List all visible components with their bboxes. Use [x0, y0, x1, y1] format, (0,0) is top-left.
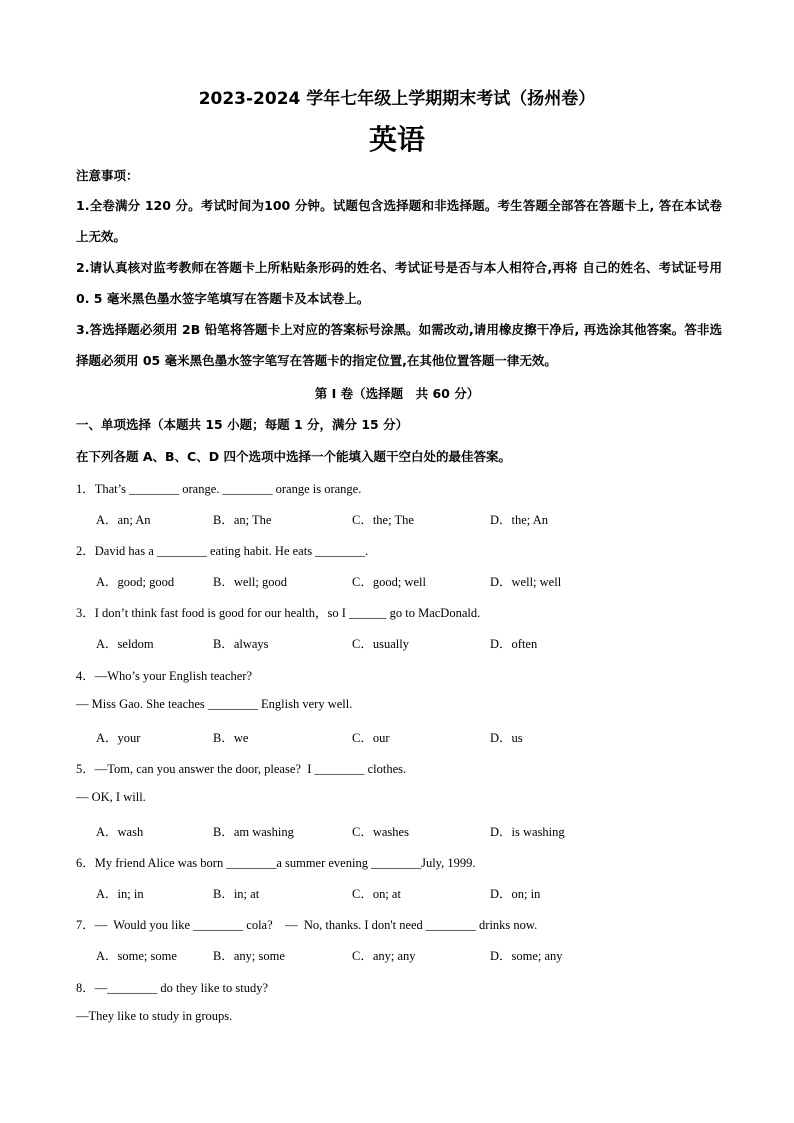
question-3-option-b: B．always — [213, 637, 269, 651]
question-2-option-c: C．good; well — [352, 575, 426, 589]
question-7-option-c: C．any; any — [352, 949, 416, 963]
notice-item-1: 1.全卷满分 120 分。考试时间为100 分钟。试题包含选择题和非选择题。考生答题全部答在答题卡上, 答在本试卷上无效。 — [76, 198, 722, 244]
question-1-option-b: B．an; The — [213, 513, 272, 527]
question-5-option-b: B．am washing — [213, 825, 294, 839]
question-1-stem: 1．That’s ________ orange. ________ orange is orange. — [76, 482, 362, 496]
question-5-option-a: A．wash — [96, 825, 144, 839]
question-2-option-a: A．good; good — [96, 575, 175, 589]
question-4-response: — Miss Gao. She teaches ________ English very well. — [76, 697, 353, 711]
question-6-option-d: D．on; in — [490, 887, 541, 901]
question-4-option-d: D．us — [490, 731, 523, 745]
question-5-option-c: C．washes — [352, 825, 409, 839]
notice-item-3: 3.答选择题必须用 2B 铅笔将答题卡上对应的答案标号涂黑。如需改动,请用橡皮擦干净后, 再选涂其他答案。答非选择题必须用 05 毫米黑色墨水签字笔写在答题卡的指定位置,在其他位置答题一律无效。 — [76, 322, 722, 368]
question-1-option-a: A．an; An — [96, 513, 151, 527]
question-8-stem: 8．—________ do they like to study? — [76, 981, 268, 995]
subject-title: 英语 — [368, 123, 425, 156]
question-1-option-d: D．the; An — [490, 513, 548, 527]
question-3-option-d: D．often — [490, 637, 538, 651]
question-5-response: — OK, I will. — [76, 790, 146, 804]
question-7-option-d: D．some; any — [490, 949, 563, 963]
question-5-option-d: D．is washing — [490, 825, 565, 839]
section-title: 第 I 卷（选择题 共 60 分） — [314, 386, 480, 401]
question-7-stem: 7．— Would you like ________ cola? — No, thanks. I don't need ________ drinks now. — [76, 918, 538, 932]
question-2-option-d: D．well; well — [490, 575, 562, 589]
question-3-option-c: C．usually — [352, 637, 409, 651]
part-heading: 一、单项选择（本题共 15 小题；每题 1 分，满分 15 分） — [76, 417, 409, 432]
question-4-stem: 4．—Who’s your English teacher? — [76, 669, 252, 683]
question-6-stem: 6．My friend Alice was born ________a summer evening ________July, 1999. — [76, 856, 476, 870]
question-4-option-c: C．our — [352, 731, 390, 745]
question-3-stem: 3．I don’t think fast food is good for our health，so I ______ go to MacDonald. — [76, 606, 481, 620]
notice-item-2: 2.请认真核对监考教师在答题卡上所粘贴条形码的姓名、考试证号是否与本人相符合,再将 自己的姓名、考试证号用 0. 5 毫米黑色墨水签字笔填写在答题卡及本试卷上。 — [76, 260, 722, 306]
question-6-option-a: A．in; in — [96, 887, 144, 901]
question-2-stem: 2．David has a ________ eating habit. He eats ________. — [76, 544, 369, 558]
part-instruction: 在下列各题 A、B、C、D 四个选项中选择一个能填入题干空白处的最佳答案。 — [76, 449, 511, 464]
question-3-option-a: A．seldom — [96, 637, 154, 651]
question-8-response: —They like to study in groups. — [76, 1009, 233, 1023]
question-7-option-b: B．any; some — [213, 949, 285, 963]
exam-title: 2023-2024 学年七年级上学期期末考试（扬州卷） — [198, 89, 596, 109]
question-1-option-c: C．the; The — [352, 513, 414, 527]
question-4-option-b: B．we — [213, 731, 249, 745]
question-7-option-a: A．some; some — [96, 949, 177, 963]
question-4-option-a: A．your — [96, 731, 141, 745]
question-6-option-b: B．in; at — [213, 887, 260, 901]
question-6-option-c: C．on; at — [352, 887, 401, 901]
notes-heading: 注意事项： — [76, 168, 139, 183]
question-2-option-b: B．well; good — [213, 575, 287, 589]
question-5-stem: 5．—Tom, can you answer the door, please? I ________ clothes. — [76, 762, 407, 776]
